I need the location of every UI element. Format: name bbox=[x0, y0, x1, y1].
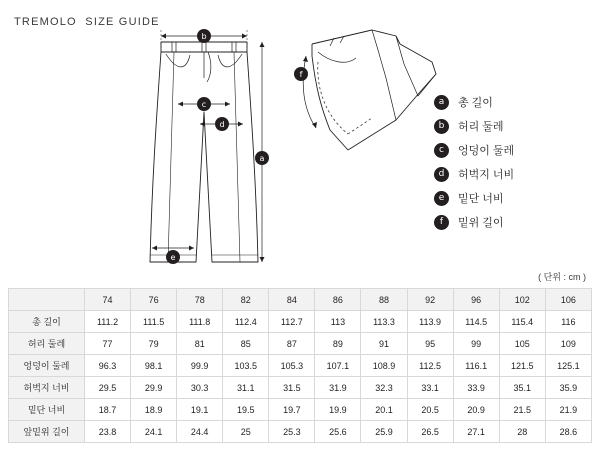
svg-text:f: f bbox=[299, 70, 303, 79]
table-cell: 31.9 bbox=[315, 377, 361, 399]
table-cell: 25.9 bbox=[361, 421, 407, 443]
legend-item-e bbox=[434, 186, 584, 210]
table-cell: 114.5 bbox=[453, 311, 499, 333]
legend-item-d bbox=[434, 162, 584, 186]
table-cell: 35.9 bbox=[545, 377, 591, 399]
table-cell: 111.5 bbox=[131, 311, 177, 333]
col-header: 86 bbox=[315, 289, 361, 311]
table-cell: 108.9 bbox=[361, 355, 407, 377]
badge-f-icon: f bbox=[434, 215, 449, 230]
badge-e-icon: e bbox=[434, 191, 449, 206]
legend-label-c: 엉덩이 둘레 bbox=[458, 145, 515, 157]
table-cell: 113 bbox=[315, 311, 361, 333]
table-cell: 99.9 bbox=[177, 355, 223, 377]
table-row bbox=[9, 311, 592, 333]
legend-label-d: 허벅지 너비 bbox=[458, 169, 515, 181]
table-cell: 20.5 bbox=[407, 399, 453, 421]
table-cell: 33.9 bbox=[453, 377, 499, 399]
table-cell: 18.9 bbox=[131, 399, 177, 421]
table-cell: 99 bbox=[453, 333, 499, 355]
svg-text:c: c bbox=[201, 100, 207, 109]
table-cell: 79 bbox=[131, 333, 177, 355]
col-header: 84 bbox=[269, 289, 315, 311]
table-row bbox=[9, 333, 592, 355]
table-header-row bbox=[9, 289, 592, 311]
table-cell: 112.5 bbox=[407, 355, 453, 377]
badge-a-icon: a bbox=[434, 95, 449, 110]
table-cell: 31.5 bbox=[269, 377, 315, 399]
table-cell: 81 bbox=[177, 333, 223, 355]
table-cell: 25.6 bbox=[315, 421, 361, 443]
legend-label-e: 밑단 너비 bbox=[458, 193, 504, 205]
table-cell: 96.3 bbox=[85, 355, 131, 377]
col-header: 88 bbox=[361, 289, 407, 311]
table-cell: 121.5 bbox=[499, 355, 545, 377]
legend-item-b bbox=[434, 114, 584, 138]
table-row bbox=[9, 377, 592, 399]
table-cell: 125.1 bbox=[545, 355, 591, 377]
table-cell: 33.1 bbox=[407, 377, 453, 399]
table-cell: 105 bbox=[499, 333, 545, 355]
table-cell: 105.3 bbox=[269, 355, 315, 377]
table-cell: 113.3 bbox=[361, 311, 407, 333]
table-cell: 26.5 bbox=[407, 421, 453, 443]
table-cell: 19.9 bbox=[315, 399, 361, 421]
table-cell: 32.3 bbox=[361, 377, 407, 399]
badge-b-icon: b bbox=[434, 119, 449, 134]
table-cell: 20.1 bbox=[361, 399, 407, 421]
svg-text:d: d bbox=[219, 120, 225, 129]
legend-item-c bbox=[434, 138, 584, 162]
badge-c-icon: c bbox=[434, 143, 449, 158]
table-cell: 103.5 bbox=[223, 355, 269, 377]
legend-label-b: 허리 둘레 bbox=[458, 121, 504, 133]
table-cell: 107.1 bbox=[315, 355, 361, 377]
table-cell: 21.5 bbox=[499, 399, 545, 421]
table-cell: 25.3 bbox=[269, 421, 315, 443]
table-cell: 19.7 bbox=[269, 399, 315, 421]
col-header: 102 bbox=[499, 289, 545, 311]
legend-label-f: 밑위 길이 bbox=[458, 217, 504, 229]
legend-item-a bbox=[434, 90, 584, 114]
row-header: 총 길이 bbox=[9, 311, 85, 333]
table-cell: 20.9 bbox=[453, 399, 499, 421]
table-cell: 28.6 bbox=[545, 421, 591, 443]
row-header: 엉덩이 둘레 bbox=[9, 355, 85, 377]
table-cell: 95 bbox=[407, 333, 453, 355]
row-header: 밑단 너비 bbox=[9, 399, 85, 421]
table-cell: 18.7 bbox=[85, 399, 131, 421]
table-cell: 77 bbox=[85, 333, 131, 355]
table-row bbox=[9, 355, 592, 377]
legend-item-f bbox=[434, 210, 584, 234]
svg-text:a: a bbox=[259, 154, 265, 163]
table-row bbox=[9, 421, 592, 443]
table-cell: 116.1 bbox=[453, 355, 499, 377]
table-cell: 116 bbox=[545, 311, 591, 333]
row-header: 허벅지 너비 bbox=[9, 377, 85, 399]
table-cell: 112.7 bbox=[269, 311, 315, 333]
table-cell: 24.4 bbox=[177, 421, 223, 443]
table-cell: 29.5 bbox=[85, 377, 131, 399]
col-header: 74 bbox=[85, 289, 131, 311]
table-row bbox=[9, 399, 592, 421]
table-cell: 113.9 bbox=[407, 311, 453, 333]
legend bbox=[434, 90, 584, 234]
row-header: 허리 둘레 bbox=[9, 333, 85, 355]
table-cell: 89 bbox=[315, 333, 361, 355]
table-cell: 19.5 bbox=[223, 399, 269, 421]
legend-label-a: 총 길이 bbox=[458, 97, 493, 109]
table-cell: 109 bbox=[545, 333, 591, 355]
col-header: 96 bbox=[453, 289, 499, 311]
table-cell: 27.1 bbox=[453, 421, 499, 443]
table-cell: 87 bbox=[269, 333, 315, 355]
table-cell: 115.4 bbox=[499, 311, 545, 333]
table-cell: 85 bbox=[223, 333, 269, 355]
table-cell: 98.1 bbox=[131, 355, 177, 377]
table-cell: 31.1 bbox=[223, 377, 269, 399]
svg-text:e: e bbox=[170, 253, 176, 262]
col-header: 78 bbox=[177, 289, 223, 311]
page-title: TREMOLO SIZE GUIDE bbox=[14, 16, 160, 28]
table-cell: 21.9 bbox=[545, 399, 591, 421]
table-cell: 25 bbox=[223, 421, 269, 443]
table-cell: 111.8 bbox=[177, 311, 223, 333]
size-table bbox=[8, 288, 592, 443]
badge-d-icon: d bbox=[434, 167, 449, 182]
row-header: 앞밑위 길이 bbox=[9, 421, 85, 443]
table-cell: 30.3 bbox=[177, 377, 223, 399]
table-cell: 91 bbox=[361, 333, 407, 355]
table-cell: 111.2 bbox=[85, 311, 131, 333]
col-header: 92 bbox=[407, 289, 453, 311]
table-cell: 112.4 bbox=[223, 311, 269, 333]
unit-note: ( 단위 : cm ) bbox=[538, 272, 586, 282]
table-corner-cell bbox=[9, 289, 85, 311]
table-cell: 35.1 bbox=[499, 377, 545, 399]
col-header: 82 bbox=[223, 289, 269, 311]
col-header: 76 bbox=[131, 289, 177, 311]
table-cell: 28 bbox=[499, 421, 545, 443]
table-cell: 24.1 bbox=[131, 421, 177, 443]
table-cell: 23.8 bbox=[85, 421, 131, 443]
svg-text:b: b bbox=[201, 32, 207, 41]
col-header: 106 bbox=[545, 289, 591, 311]
table-cell: 29.9 bbox=[131, 377, 177, 399]
table-cell: 19.1 bbox=[177, 399, 223, 421]
